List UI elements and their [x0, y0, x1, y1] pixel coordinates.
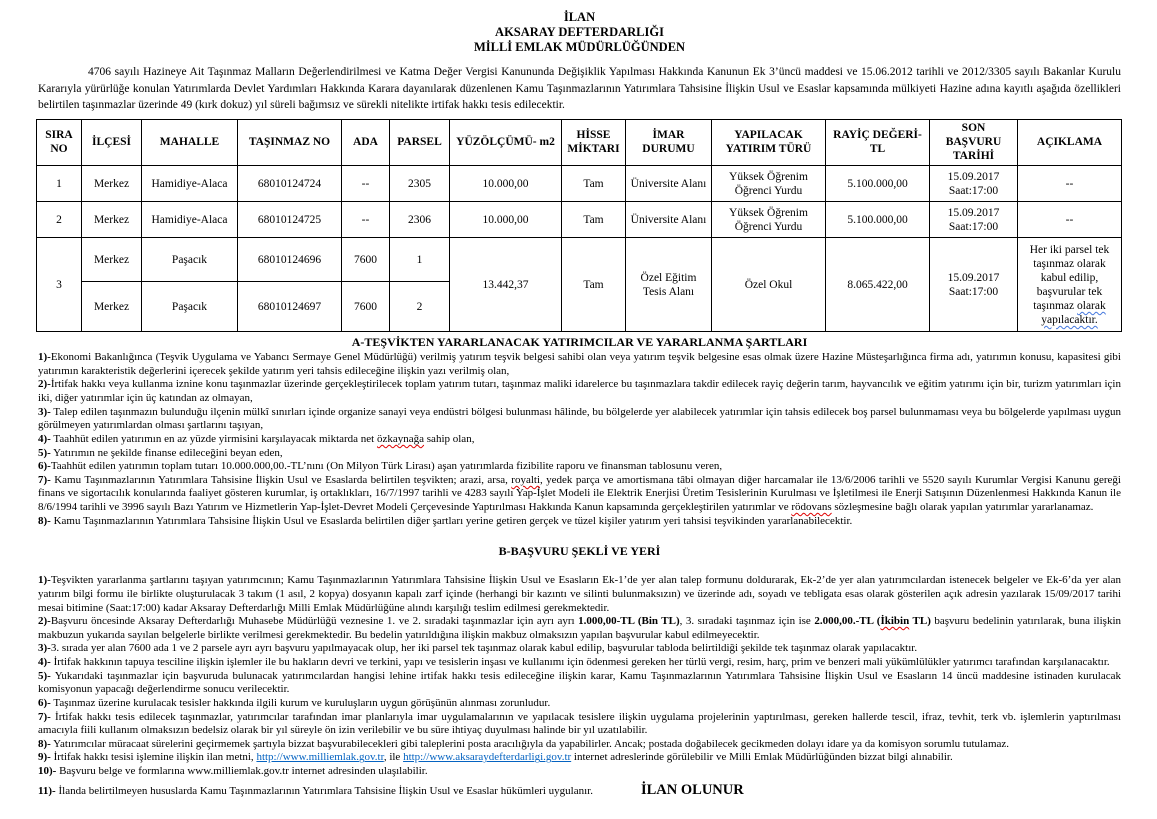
section-b-item-1 — [38, 574, 1121, 615]
table-row — [37, 166, 1122, 202]
text-segment: 11)- — [38, 784, 56, 797]
text-segment: 3. sırada yer alan 7600 ada 1 ve 2 parsele ayrı ayrı başvuru yapılmayacak olup, her iki parsel tek taşınmaz olarak kabul edilip, başvurular tabloda belirtildiği şekilde tek taşınmaz olarak yapılacaktır. — [50, 642, 918, 655]
text-segment: 3)- — [38, 405, 51, 418]
section-b-item-2 — [38, 615, 1121, 642]
col-header-tasinmaz-no: TAŞINMAZ NO — [238, 120, 342, 166]
basvuru-time: Saat:17:00 — [948, 285, 999, 298]
text-segment: Ekonomi Bakanlığınca (Teşvik Uygulama ve Yabancı Sermaye Genel Müdürlüğü) verilmiş yatırım teşvik belgesi sahibi olan veya yatırım teşvik belgesine esas olmak üzere Hazine Müsteşarlığınca firma adı, yatırımın konusu, kapasitesi gibi yatırımın karakteristik değerlerini içerecek şekilde yatırım yeri tahsis edileceğine ilişkin yazı verilmiş olan, — [38, 351, 1121, 377]
text-segment: sahip olan, — [424, 432, 475, 445]
text-segment: 3)- — [38, 642, 51, 655]
text-segment: rödovans — [791, 501, 832, 514]
cell-tasinmaz-no: 68010124697 — [238, 282, 342, 332]
text-segment: 8)- — [38, 737, 51, 750]
cell-ilce: Merkez — [82, 202, 142, 238]
cell-rayic: 8.065.422,00 — [826, 238, 930, 332]
col-header-yatirim-turu: YAPILACAK YATIRIM TÜRÜ — [712, 120, 826, 166]
cell-aciklama: -- — [1018, 166, 1122, 202]
text-segment: 1)- — [38, 574, 51, 587]
text-segment: Kamu Taşınmazlarının Yatırımlara Tahsisine İlişkin Usul ve Esaslarda belirtilen diğer şartları yerine getiren gerçek ve tüzel kişiler yatırım yeri tahsisi teşvikinden yararlanabilecektir. — [50, 514, 853, 527]
text-segment: , 3. sıradaki taşınmaz için ise — [679, 615, 815, 628]
text-segment: İkibin — [880, 615, 910, 628]
text-segment: 2.000,00.-TL ( — [814, 615, 881, 628]
text-segment: , ile — [383, 751, 404, 764]
section-b-item-4 — [38, 656, 1121, 670]
cell-sira: 3 — [37, 238, 82, 332]
section-b-item-10 — [38, 765, 1121, 779]
text-segment: internet adreslerinde görülebilir ve Milli Emlak Müdürlüğünden bizzat bilgi alınabilir. — [571, 751, 953, 764]
document-title — [38, 10, 1121, 54]
cell-basvuru — [930, 202, 1018, 238]
text-segment: sözleşmesine bağlı olarak yapılan yatırımlar yararlanamaz. — [831, 501, 1094, 514]
cell-ilce: Merkez — [82, 282, 142, 332]
col-header-ilcesi: İLÇESİ — [82, 120, 142, 166]
cell-tasinmaz-no: 68010124725 — [238, 202, 342, 238]
section-a-item-1 — [38, 351, 1121, 378]
col-header-yuzolcumu: YÜZÖLÇÜMÜ- m2 — [450, 120, 562, 166]
cell-mahalle: Hamidiye-Alaca — [142, 166, 238, 202]
text-segment: başvuru bedelinin yatırılarak, buna ilişkin makbuzun yukarıda sayılan belgelerle birlikte verilmesi gerekmektedir. Bu bedelin yatırıldığına ilişkin makbuz olmaksızın yapılan başvurular kabul edilmeyecektir. — [38, 615, 1121, 641]
section-a-item-8 — [38, 515, 1121, 529]
text-segment: İrtifak hakkının tapuya tesciline ilişkin işlemler ile bu hakların devri ve terkini, yapı ve tesislerin inşası ve kullanımı için ödenmesi gereken her türlü vergi, resim, harç, prim ve benzeri mali yükümlülükler yatırımcı tarafından karşılanacaktır. — [50, 656, 1110, 669]
section-a-item-5 — [38, 447, 1121, 461]
text-segment: Talep edilen taşınmazın bulunduğu ilçenin mülkî sınırları içinde organize sanayi veya endüstri bölgesi bulunması hâlinde, bu bölgelerde yer alabilecek yatırımlar için tahsis edilecek boş parsel bulunmaması veya bu bölgelerde yapılması uygun görülmeyen yatırımlardan olması şartlarını taşıyan, — [38, 405, 1121, 432]
cell-mahalle: Hamidiye-Alaca — [142, 202, 238, 238]
cell-sira: 2 — [37, 202, 82, 238]
text-segment: İrtifak hakkı tesisi işlemine ilişkin ilan metni, — [50, 751, 257, 764]
property-table — [36, 119, 1122, 332]
text-segment: , yedek parça ve amortismana tâbi olmayan diğer harcamalar ile 13/6/2006 tarihli ve 5520 sayılı Kurumlar Vergisi Kanunu gereği finans ve sigortacılık konularında faaliyet gösteren kurumlar, iş ortaklıkları, 16/7/1997 tarihli ve 4283 sayılı Yap-İşlet Modeli ile Elektrik Enerjisi Üretim Tesislerinin Kurulması ve İşletilmesi ile Enerji Satışının Düzenlenmesi Hakkında Kanun ile 8/6/1994 tarihli ve 3996 sayılı Bazı Yatırım ve Hizmetlerin Yap-İşlet-Devret Modeli Çerçevesinde Yaptırılması Hakkında Kanun kapsamında gerçekleştirilen yatırımlar ve — [38, 473, 1121, 514]
cell-yatirim: Özel Okul — [712, 238, 826, 332]
cell-ilce: Merkez — [82, 166, 142, 202]
cell-aciklama — [1018, 238, 1122, 332]
cell-sira: 1 — [37, 166, 82, 202]
cell-yuzolcumu: 10.000,00 — [450, 166, 562, 202]
text-segment: 8)- — [38, 514, 51, 527]
cell-ada: -- — [342, 202, 390, 238]
cell-imar: Üniversite Alanı — [626, 202, 712, 238]
cell-basvuru — [930, 238, 1018, 332]
cell-hisse: Tam — [562, 202, 626, 238]
section-b-item-9 — [38, 751, 1121, 765]
col-header-rayic-degeri: RAYİÇ DEĞERİ- TL — [826, 120, 930, 166]
section-b-item-11 — [38, 782, 1121, 800]
section-b-item-3 — [38, 642, 1121, 656]
col-header-aciklama: AÇIKLAMA — [1018, 120, 1122, 166]
title-line-office: AKSARAY DEFTERDARLIĞI — [495, 24, 664, 39]
text-segment: İrtifak hakkı tesis edilecek taşınmazlar, yatırımcılar tarafından imar planlarıyla imar uygulamalarının ve yapılacak tesislere ilişkin uygulama projelerinin yaptırılması, gereken hallerde tescil, ifraz, tevhit, terk vb. işlemlerin yaptırılması amacıyla fiili kullanım olmaksızın bedelsiz olarak bir yıl süreyle ön izin verilebilir ve bu süre ihtiyaç duyulması halinde bir yıl uzatılabilir. — [38, 710, 1121, 737]
text-segment: Taahhüt edilen yatırımın toplam tutarı 10.000.000,00.-TL’nını (On Milyon Türk Lirası) aşan yatırımlarda fizibilite raporu ve finansman tablosunu veren, — [50, 460, 723, 473]
text-segment: royalti — [511, 473, 540, 486]
text-segment: Teşvikten yararlanma şartlarını taşıyan yatırımcının; Kamu Taşınmazlarının Yatırımlara Tahsisine İlişkin Usul ve Esasların Ek-1’de yer alan talep formunu doldurarak, Ek-2’de yer alan yatırımcılardan istenecek belgeler ve Ek-6’da yer alan yatırım bilgi formu ile birlikte oluşturulacak 3 takım (1 asıl, 2 kopya) dosyanın kapalı zarf içinde (herhangi bir kazıntı ve silinti bulunmaksızın) ve üzerinde adı, soyadı ve tebligata esas olarak gösterilen açık adresin yazılarak 15/09/2017 tarihi mesai bitimine (Saat:17:00) kadar Aksaray Defterdarlığı Milli Emlak Müdürlüğüne alındı karşılığı teslim edilmesi gerekmektedir. — [38, 574, 1121, 614]
cell-imar: Özel Eğitim Tesis Alanı — [626, 238, 712, 332]
text-segment: olarak — [1077, 299, 1106, 312]
basvuru-date: 15.09.2017 — [947, 170, 1000, 183]
section-a-item-4 — [38, 433, 1121, 447]
text-segment: 10)- — [38, 765, 57, 778]
cell-tasinmaz-no: 68010124696 — [238, 238, 342, 282]
col-header-sira-no: SIRA NO — [37, 120, 82, 166]
table-header-row — [37, 120, 1122, 166]
text-segment: 2)- — [38, 378, 51, 391]
text-segment: yapılacaktır. — [1041, 313, 1098, 326]
text-segment: Her iki parsel tek taşınmaz olarak kabul edilip, başvurular tek taşınmaz — [1029, 243, 1110, 312]
section-b-heading: B-BAŞVURU ŞEKLİ VE YERİ — [498, 544, 661, 559]
text-segment: Yatırımcılar müracaat sürelerini geçirmemek şartıyla bizzat başvurabilecekleri gibi taleplerini posta aracılığıyla da yapabilirler. Ancak; postada doğabilecek gecikmeden dolayı idare ya da komisyon sorumlu tutulamaz. — [50, 737, 1010, 750]
col-header-imar-durumu: İMAR DURUMU — [626, 120, 712, 166]
text-segment: Taahhüt edilen yatırımın en az yüzde yirmisini karşılayacak miktarda net — [50, 432, 377, 445]
text-segment: Başvuru belge ve formlarına www.milliemlak.gov.tr internet adresinden ulaşılabilir. — [56, 765, 428, 778]
cell-yatirim: Yüksek Öğrenim Öğrenci Yurdu — [712, 202, 826, 238]
cell-hisse: Tam — [562, 238, 626, 332]
basvuru-date: 15.09.2017 — [947, 271, 1000, 284]
table-row — [37, 238, 1122, 282]
ilan-olunur-label: İLAN OLUNUR — [640, 781, 744, 798]
basvuru-date: 15.09.2017 — [947, 206, 1000, 219]
cell-parsel: 1 — [390, 238, 450, 282]
cell-ada: -- — [342, 166, 390, 202]
text-segment: özkaynağa — [377, 432, 425, 445]
section-a-item-2 — [38, 378, 1121, 405]
cell-tasinmaz-no: 68010124724 — [238, 166, 342, 202]
section-a-item-7 — [38, 474, 1121, 515]
cell-parsel: 2305 — [390, 166, 450, 202]
cell-ada: 7600 — [342, 282, 390, 332]
text-segment: 4)- — [38, 432, 51, 445]
col-header-parsel: PARSEL — [390, 120, 450, 166]
section-b-item-7 — [38, 711, 1121, 738]
text-segment: İlanda belirtilmeyen hususlarda Kamu Taşınmazlarının Yatırımlara Tahsisine İlişkin Usul ve Esaslar hükümleri uygulanır. — [55, 784, 593, 797]
cell-mahalle: Paşacık — [142, 238, 238, 282]
cell-parsel: 2306 — [390, 202, 450, 238]
section-a-heading: A-TEŞVİKTEN YARARLANACAK YATIRIMCILAR VE YARARLANMA ŞARTLARI — [351, 335, 808, 350]
hyperlink[interactable]: http://www.milliemlak.gov.tr — [256, 751, 384, 764]
text-segment: 2)- — [38, 615, 51, 628]
cell-aciklama: -- — [1018, 202, 1122, 238]
text-segment: 1.000,00-TL (Bin TL) — [578, 615, 680, 628]
text-segment: 7)- — [38, 473, 51, 486]
basvuru-time: Saat:17:00 — [948, 220, 999, 233]
section-b-item-6 — [38, 697, 1121, 711]
text-segment: Yukarıdaki taşınmazlar için başvuruda bulunacak yatırımcılardan hangisi lehine irtifak hakkı tesis edileceğine ilişkin karar, Kamu Taşınmazlarının Yatırımlara Tahsisine İlişkin Usul ve Esasların 14 üncü maddesine istinaden kurulacak komisyonun yapacağı değerlendirme sonucu verilecektir. — [38, 669, 1121, 696]
col-header-ada: ADA — [342, 120, 390, 166]
col-header-mahalle: MAHALLE — [142, 120, 238, 166]
col-header-hisse-miktari: HİSSE MİKTARI — [562, 120, 626, 166]
text-segment: TL) — [909, 615, 931, 628]
section-a-item-6 — [38, 460, 1121, 474]
section-b-item-5 — [38, 670, 1121, 697]
cell-mahalle: Paşacık — [142, 282, 238, 332]
section-b-item-8 — [38, 738, 1121, 752]
cell-yuzolcumu: 10.000,00 — [450, 202, 562, 238]
text-segment: 7)- — [38, 710, 51, 723]
intro-paragraph: 4706 sayılı Hazineye Ait Taşınmaz Malların Değerlendirilmesi ve Katma Değer Vergisi Kanununda Değişiklik Yapılması Hakkında Kanunun Ek 3’üncü maddesi ve 15.06.2012 tarihli ve 2012/3305 sayılı Bakanlar Kurulu Kararıyla yürürlüğe konulan Yatırımlarda Devlet Yardımları Hakkında Karara dayanılarak düzenlenen Kamu Taşınmazlarının Yatırımlara Tahsisine İlişkin Usul ve Esaslar kapsamında mülkiyeti Hazine adına kayıtlı aşağıda özellikleri belirtilen taşınmazlar üzerinde 49 (kırk dokuz) yıl süreli bağımsız ve sürekli nitelikte irtifak hakkı tesis edilecektir. — [38, 66, 1121, 111]
text-segment: 6)- — [38, 460, 51, 473]
col-header-son-basvuru: SON BAŞVURU TARİHİ — [930, 120, 1018, 166]
cell-rayic: 5.100.000,00 — [826, 166, 930, 202]
text-segment: 9)- — [38, 751, 51, 764]
cell-basvuru — [930, 166, 1018, 202]
text-segment: Kamu Taşınmazlarının Yatırımlara Tahsisine İlişkin Usul ve Esaslarda belirtilen teşvikten; arazi, arsa, — [50, 473, 512, 486]
text-segment: 6)- — [38, 696, 51, 709]
text-segment: Yatırımın ne şekilde finanse edileceğini beyan eden, — [50, 446, 283, 459]
text-segment: Taşınmaz üzerine kurulacak tesisler hakkında ilgili kurum ve kuruluşların uygun görüşünün alınması zorunludur. — [50, 696, 551, 709]
title-line-ilan: İLAN — [563, 10, 596, 24]
section-a-item-3 — [38, 406, 1121, 433]
text-segment: 1)- — [38, 351, 51, 364]
item-11-text — [38, 785, 593, 797]
cell-yatirim: Yüksek Öğrenim Öğrenci Yurdu — [712, 166, 826, 202]
text-segment: 5)- — [38, 446, 51, 459]
text-segment: 5)- — [38, 669, 51, 682]
cell-yuzolcumu: 13.442,37 — [450, 238, 562, 332]
table-row — [37, 202, 1122, 238]
cell-ada: 7600 — [342, 238, 390, 282]
text-segment: İrtifak hakkı veya kullanma iznine konu taşınmazlar üzerinde gerçekleştirilecek toplam yatırım tutarı, taşınmaz maliki idarelerce bu taşınmazlara takdir edilecek rayiç değerin tarım, hayvancılık ve eğitim yatırımı için bir, turizm yatırımları için iki, diğer yatırımlar için üç katından az olmayan, — [38, 378, 1121, 405]
title-line-department: MİLLİ EMLAK MÜDÜRLÜĞÜNDEN — [473, 39, 686, 54]
cell-ilce: Merkez — [82, 238, 142, 282]
hyperlink[interactable]: http://www.aksaraydefterdarligi.gov.tr — [403, 751, 572, 764]
text-segment: 4)- — [38, 656, 51, 669]
text-segment: Başvuru öncesinde Aksaray Defterdarlığı Muhasebe Müdürlüğü veznesine 1. ve 2. sıradaki taşınmazlar için ayrı ayrı — [50, 615, 579, 628]
cell-rayic: 5.100.000,00 — [826, 202, 930, 238]
cell-imar: Üniversite Alanı — [626, 166, 712, 202]
cell-hisse: Tam — [562, 166, 626, 202]
basvuru-time: Saat:17:00 — [948, 184, 999, 197]
cell-parsel: 2 — [390, 282, 450, 332]
